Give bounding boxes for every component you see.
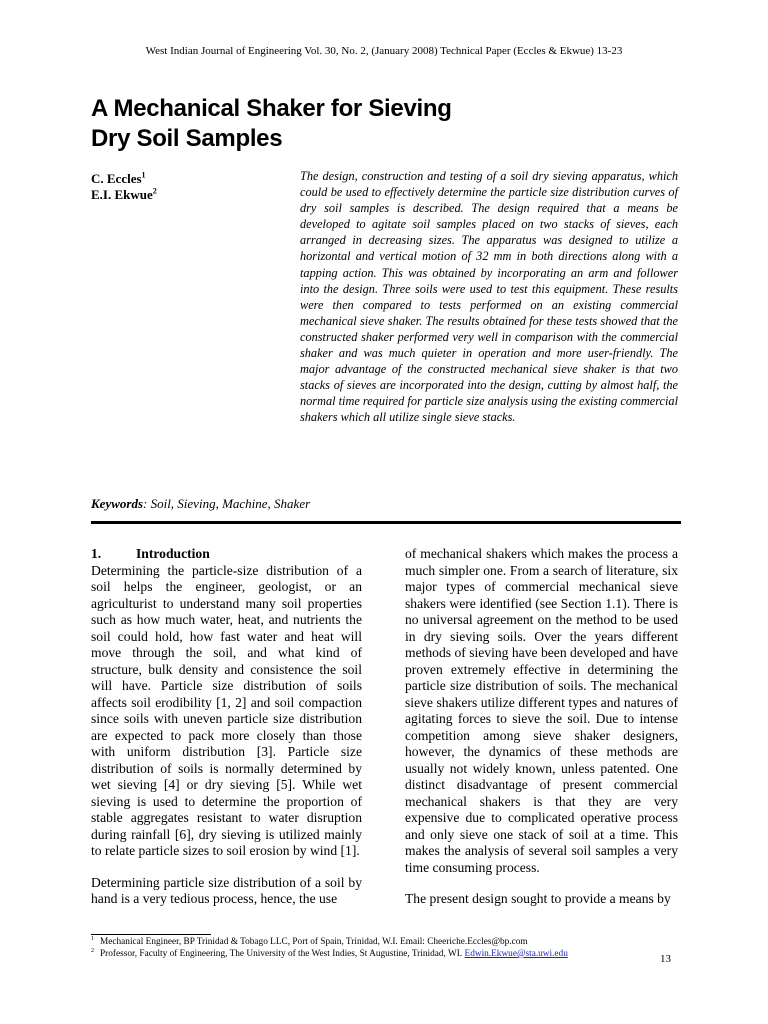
footnote-text: Professor, Faculty of Engineering, The University of the West Indies, St Augustine, Trinidad, WI.: [100, 949, 465, 959]
running-header: West Indian Journal of Engineering Vol. 30, No. 2, (January 2008) Technical Paper (Eccles & Ekwue) 13-23: [145, 45, 623, 57]
title-line-2: Dry Soil Samples: [91, 125, 283, 152]
footnote-text: Mechanical Engineer, BP Trinidad & Tobago LLC, Port of Spain, Trinidad, W.I. Email: Cheeriche.Eccles@bp.com: [100, 937, 528, 947]
author-affiliation-mark: 2: [152, 186, 157, 196]
author-2: [91, 187, 157, 203]
footnote-2: [91, 948, 651, 960]
section-number: 1.: [91, 546, 102, 561]
keywords-label: Keywords: [91, 496, 143, 511]
section-divider: [91, 521, 681, 524]
footnote-mark: 1: [91, 935, 94, 942]
paragraph: The present design sought to provide a means by: [405, 891, 671, 906]
author-list: [91, 171, 157, 203]
section-heading: [91, 546, 362, 563]
author-name: C. Eccles: [91, 171, 142, 186]
abstract: The design, construction and testing of a soil dry sieving apparatus, which could be used to effectively determine the particle size distribution curves of dry soil samples is described. The design required that a means be developed to agitate soil samples placed on two stacks of sieves, each arranged in decreasing sizes. The apparatus was designed to utilize a horizontal and vertical motion of 32 mm in both directions along with a tapping action. This was obtained by incorporating an arm and follower into the design. Three soils were used to test this equipment. These results were then compared to tests performed on an existing commercial mechanical sieve shaker. The results obtained for these tests showed that the constructed shaker performed very well in comparison with the commercial shaker and was much quieter in operation and more user-friendly. The major advantage of the constructed mechanical sieve shaker is that two stacks of sieves are incorporated into the design, cutting by almost half, the normal time required for particle size analysis using the existing commercial shakers which all utilize single sieve stacks.: [300, 169, 678, 425]
keywords-values: : Soil, Sieving, Machine, Shaker: [143, 496, 311, 511]
paper-title: [91, 94, 691, 154]
footnote-divider: [91, 934, 211, 935]
section-title: Introduction: [136, 546, 210, 561]
author-affiliation-mark: 1: [141, 170, 146, 180]
email-link[interactable]: Edwin.Ekwue@sta.uwi.edu: [464, 949, 568, 959]
body-column-left: [91, 546, 362, 908]
paragraph: Determining particle size distribution of a soil by hand is a very tedious process, hence, the use: [91, 874, 362, 906]
page-number: 13: [660, 953, 671, 965]
footnote-mark: 2: [91, 947, 94, 954]
author-1: [91, 171, 157, 187]
author-name: E.I. Ekwue: [91, 187, 153, 202]
body-column-right: [405, 546, 678, 908]
paragraph: of mechanical shakers which makes the process a much simpler one. From a search of literature, six major types of commercial mechanical sieve shakers were identified (see Section 1.1). There is no universal agreement on the method to be used in dry sieving soils. Over the years different methods of sieving have been developed and have proven extremely effective in determining the particle size distribution of soils. The mechanical sieve shakers utilize different types and natures of agitating forces to sieve the soil. Due to intense competition among sieve shaker designers, however, the dynamics of these methods are usually not widely known, unless patented. One distinct disadvantage of present commercial mechanical shakers is that they are very expensive due to complicated operative process and only sieve one stack of soil at a time. This makes the analysis of several soil samples a very time consuming process.: [405, 546, 678, 875]
keywords: [91, 496, 310, 512]
paragraph: Determining the particle-size distribution of a soil helps the engineer, geologist, or an agriculturist to understand many soil properties such as how much water, heat, and nutrients the soil could hold, how fast water and heat will move through the soil, and what kind of structure, bulk density and consistence the soil will have. Particle size distribution of soils affects soil erodibility [1, 2] and soil compaction since soils with uneven particle size distribution are expected to pack more closely than those with uniform distribution [3]. Particle size distribution of soils is normally determined by wet sieving [4] or dry sieving [5]. While wet sieving is used to determine the proportion of stable aggregates resistant to water disruption during rainfall [6], dry sieving is utilized mainly to relate particle sizes to soil erosion by wind [1].: [91, 562, 362, 858]
title-line-1: A Mechanical Shaker for Sieving: [91, 95, 452, 122]
footnote-1: [91, 936, 651, 948]
